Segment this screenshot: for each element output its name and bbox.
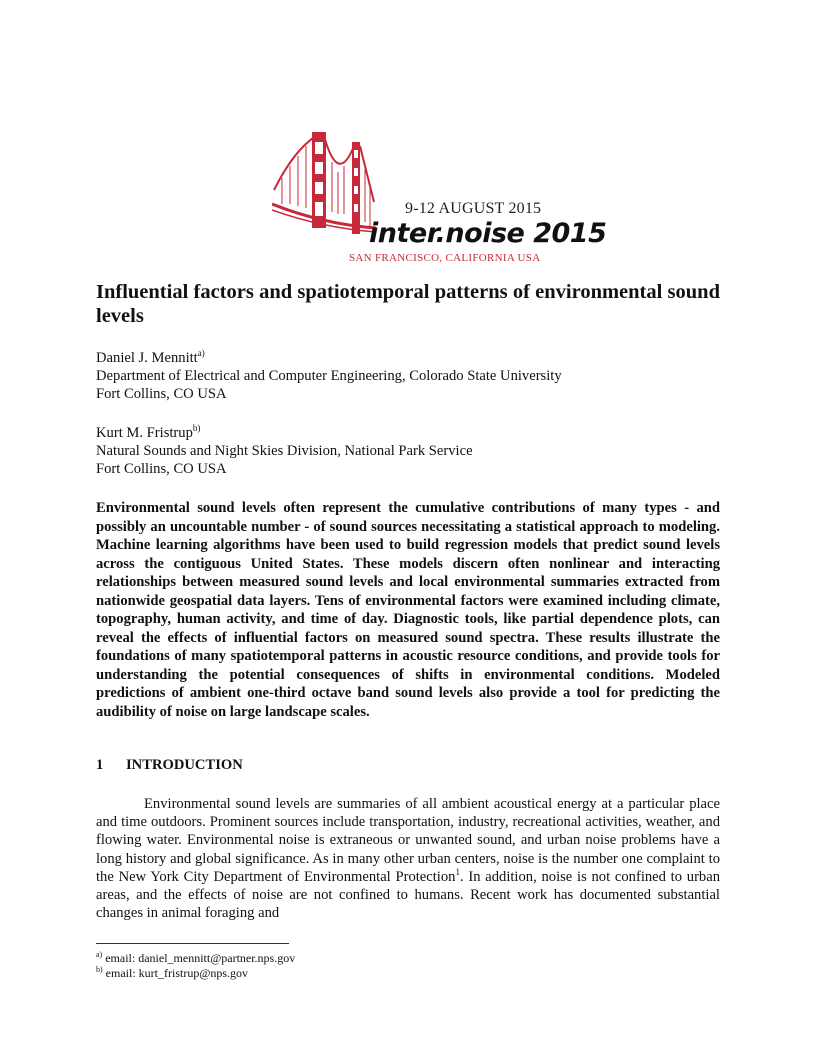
footnote-mark: a) [96,950,103,959]
author-affiliation: Natural Sounds and Night Skies Division, National Park Service [96,443,473,459]
conference-logo [272,128,607,268]
conference-location: SAN FRANCISCO, CALIFORNIA USA [349,252,541,264]
reference-mark: 1 [455,866,460,877]
conference-name: inter.noise 2015 [369,218,607,249]
footnote-email: email: daniel_mennitt@partner.nps.gov [102,951,296,965]
author-mark: b) [192,423,201,434]
section-number: 1 [96,757,104,773]
author-name: Daniel J. Mennitt$^{a)}$ [96,348,205,366]
author-affiliation: Department of Electrical and Computer Engineering, Colorado State University [96,368,562,384]
conference-dates: 9-12 AUGUST 2015 [405,200,542,217]
author-block-1 [96,349,720,403]
author-location: Fort Collins, CO USA [96,461,227,477]
footnotes [96,951,295,981]
author-location: Fort Collins, CO USA [96,386,227,402]
footnote-divider [96,943,289,944]
paper-title: Influential factors and spatiotemporal patterns of environmental sound levels [96,281,720,327]
footnote-mark: b) [96,965,103,974]
abstract: Environmental sound levels often represent the cumulative contributions of many types - and possibly an uncountable number - of sound sources necessitating a statistical approach to modeling. Machine learning algorithms have been used to build regression models that predict sound levels across the contiguous United States. These models discern often nonlinear and interacting relationships between measured sound levels and local environmental summaries extracted from nationwide geospatial data layers. Tens of environmental factors were examined including climate, topography, human activity, and time of day. Diagnostic tools, like partial dependence plots, can reveal the effects of influential factors on measured sound spectra. These results illustrate the foundations of many spatiotemporal patterns in acoustic resource conditions, and provide tools for understanding the potential consequences of shifts in environmental conditions. Modeled predictions of ambient one-third octave band sound levels also provide a tool for predicting the audibility of noise on large landscape scales. [96,500,720,720]
section-title: INTRODUCTION [126,757,243,773]
author-mark: a) [197,348,205,359]
footnote-email: email: kurt_fristrup@nps.gov [102,966,249,980]
author-name: Kurt M. Fristrup$^{b)}$ [96,423,201,441]
body-paragraph: Environmental sound levels are summaries of all ambient acoustical energy at a particular place and time outdoors. Prominent sources include transportation, industry, recreational activities, weather, and flowing water. Environmental noise is extraneous or unwanted sound, and urban noise problems have a long history and global significance. As in many other urban centers, noise is the number one complaint to the New York City Department of Environmental Protection$^1$. In addition, noise is not confined to urban areas, and the effects of noise are not confined to humans. Recent work has documented substantial changes in animal foraging and [96,796,721,922]
footnote [96,951,295,966]
section-heading [96,757,243,774]
author-block-2 [96,424,720,478]
footnote [96,966,295,981]
